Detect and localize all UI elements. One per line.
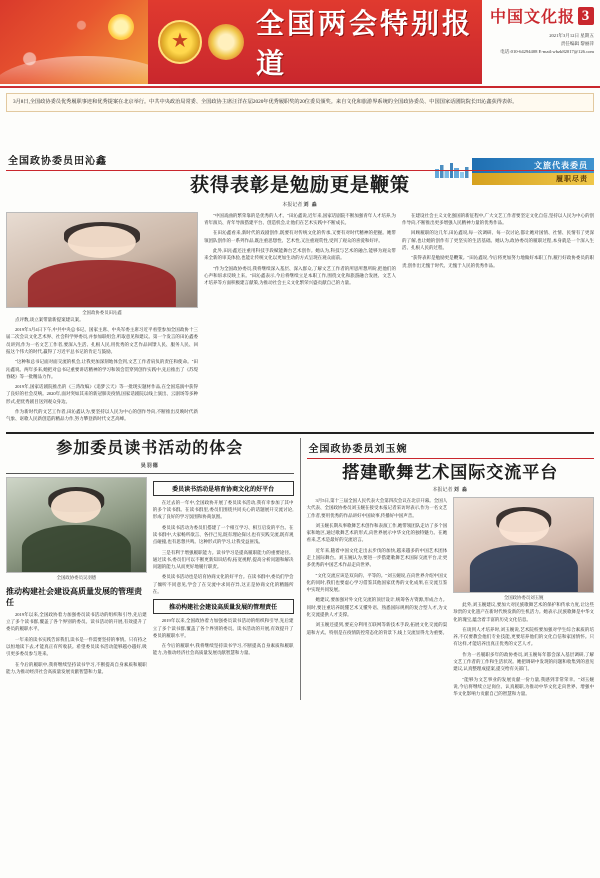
paragraph: "文化交流应该是双向的、平等的。"刘玉婉说,在向世界介绍中国文化的同时,我们也要虚心学习借鉴其他国家优秀的文化成果,在交流互鉴中实现共同发展。	[306, 572, 448, 593]
article2-photo-caption: 全国政协委员吴羽德	[56, 574, 97, 580]
torso-shape	[22, 525, 130, 572]
paragraph: 在过去的一年中,全国政协开展了委员读书活动,我有幸参加了其中的多个读书群。在读书群里,委员们围绕共同关心的话题展开交流讨论,形成了良好的学习氛围和协商氛围。	[152, 499, 294, 520]
article3-kicker: 全国政协委员刘玉婉	[308, 443, 408, 455]
paper-name-text: 中国文化报	[489, 9, 575, 26]
article1-byline	[6, 201, 594, 208]
paragraph: "作为全国政协委员,我将继续深入基层、深入群众,了解文艺工作者的所思所想所盼,把他们的心声和诉求反映上来。"田沁鑫表示,今后将继续立足本职工作,围绕文化和旅游融合发展、文艺人才培养等方面积极建言献策,为推动社会主义文化繁荣兴盛贡献自己的力量。	[204, 265, 396, 286]
article2-col-1	[6, 477, 147, 678]
article2-author: 吴羽德	[140, 463, 159, 469]
article2-subhead-2: 推动构建社会建设高质量发展的管理责任	[6, 586, 142, 607]
article2-text-col2	[153, 499, 294, 595]
article2-columns	[6, 477, 294, 678]
article2-box-title: 委员读书活动是培育协商文化的好平台	[153, 481, 294, 496]
paragraph: 在田沁鑫看来,新时代的戏剧创作,既要有对传统文化的传承,又要有对时代精神的把握。她带领团队创作的一系列作品,既注重思想性、艺术性,又注重观赏性,受到了观众的喜爱和好评。	[204, 230, 396, 243]
portrait-photo-tianqinxin	[6, 212, 198, 308]
article1-col-3	[402, 212, 594, 426]
national-emblem-icon	[158, 20, 202, 64]
article-liuyuwan	[300, 438, 595, 701]
contact-line: 电话:010-64294408 E-mail:wbzk82017@126.com	[500, 48, 594, 54]
byline-label: 本报记者	[282, 202, 303, 208]
article3-col-1	[307, 497, 448, 700]
face-shape	[51, 491, 101, 523]
byline-label: 本报记者	[432, 488, 453, 494]
article2-col-2	[153, 477, 294, 678]
article1-col-2	[204, 212, 396, 426]
paragraph: 此外,田沁鑫还注重用科技手段赋能舞台艺术创作。她认为,科技与艺术的融合,能够为观众带来全新的审美体验,也能让传统文化以更加生动的方式呈现在观众面前。	[204, 247, 396, 261]
byline-name: 刘 淼	[303, 202, 318, 208]
masthead-info	[482, 0, 600, 84]
paragraph: 在建设社会主义文化强国的新征程中,广大文艺工作者要坚定文化自信,坚持以人民为中心的创作导向,不断推出更多增强人民精神力量的优秀作品。	[402, 212, 594, 226]
masthead-meta	[488, 32, 594, 55]
article2-byline	[6, 462, 294, 469]
portrait-photo-liuyuwan	[453, 497, 594, 593]
article1-text-col2	[204, 212, 396, 287]
article2-text-col1	[6, 611, 147, 675]
secondary-emblem-icon	[208, 24, 244, 60]
article3-headline: 搭建歌舞艺术国际交流平台	[342, 462, 559, 482]
paper-name	[488, 4, 594, 27]
masthead-banner	[148, 0, 482, 84]
paragraph: "这种和总书记面对面交流的机会,让我更加深刻地体会到,文艺工作者肩负的责任和使命。"田沁鑫说。两年多来,她把对总书记重要讲话精神的学习和领会贯穿到创作实践中,先后推出了《苏堤春晓》等一批精品力作。	[6, 359, 198, 379]
article1-text-col3	[402, 212, 594, 269]
paragraph: 在今后的履职中,我将继续坚持读书学习,不断提高自身素质和履职能力,为推动经济社会高质量发展贡献智慧和力量。	[152, 643, 294, 656]
editor-line: 责任编辑 黎丽萍	[560, 40, 594, 46]
date-line: 2021年3月12日 星期五	[549, 33, 594, 38]
article2-text-col2b	[153, 617, 294, 656]
paragraph: 作为新时代的文艺工作者,田沁鑫认为,要坚持以人民为中心的创作导向,不断推出反映时代新气象、讴歌人民新创造的精品力作,努力攀登新时代文艺高峰。	[6, 408, 198, 422]
paragraph: 2019年3月4日下午,中共中央总书记、国家主席、中央军委主席习近平看望参加全国政协十三届二次会议文化艺术界、社会科学界委员,并参加联组会,听取意见和建议。第一个发言的田沁鑫委员讲到,作为一名文艺工作者,要深入生活、扎根人民,用优秀的文艺作品回馈人民、服务人民、回报这个伟大的时代,赢得了习近平总书记的肯定与鼓励。	[6, 327, 198, 354]
paragraph: 3月5日,第十三届全国人民代表大会第四次会议在北京开幕。全国人大代表、全国政协委员刘玉婉在接受本报记者采访时表示,作为一名文艺工作者,要用优秀的作品讲好中国故事,传播好中国声音。	[306, 498, 448, 518]
torso-shape	[28, 260, 176, 307]
article1-headline: 获得表彰是勉励更是鞭策	[189, 175, 410, 196]
article3-columns	[307, 497, 595, 700]
torso-shape	[470, 545, 578, 592]
ribbon-primary-label: 文旅代表委员	[472, 158, 594, 173]
paragraph: 作为一名履职多年的政协委员,刘玉婉每年都会深入基层调研,了解文艺工作者的工作和生活状况。她把调研中发现的问题和收集到的意见建议,认真整理成提案,提交给有关部门。	[453, 651, 594, 672]
article3-byline	[307, 486, 595, 493]
paragraph: 委员读书活动也是培育协商文化的好平台。在读书群中,委员们学会了倾听不同意见,学会了在交流中求同存异,这正是协商文化的精髓所在。	[152, 574, 294, 594]
paragraph: 2019年以来,全国政协着力加强委员读书活动的组织和引导,先后建立了多个读书群,覆盖了各个界别的委员。读书活动的开展,有效提升了委员的履职水平。	[152, 618, 294, 638]
paragraph: 委员读书活动为委员们搭建了一个相互学习、相互启发的平台。在读书群中,大家畅所欲言、各抒己见,既有理论探讨,也有实践交流,既有观点碰撞,也有思想共鸣。这种形式的学习,让我受益匪浅。	[152, 524, 294, 545]
face-shape	[68, 226, 136, 258]
article3-photo-caption: 全国政协委员刘玉婉	[503, 595, 544, 601]
paragraph: 此外,刘玉婉建议,要加大对民族歌舞艺术的保护和传承力度,让这些珍贵的文化遗产在新时代焕发新的生机活力。她表示,民族歌舞是中华文化的瑰宝,蕴含着丰富的历史文化信息。	[453, 602, 594, 622]
paragraph: "中国戏曲的繁荣靠的是优秀的人才。"田沁鑫说,近年来,国家话剧院不断加强青年人才培养,为青年演员、青年导演搭建平台、创造机会,让他们在艺术实践中不断成长。	[204, 212, 396, 226]
paragraph: 在谈到人才培养时,刘玉婉说,艺术院校要加强对学生综合素质的培养,不仅要教会他们专业技能,更要培养他们的文化自信和家国情怀。只有这样,才能培养出真正优秀的文艺人才。	[453, 626, 594, 647]
paragraph: 2019年以来,全国政协着力加强委员读书活动的组织和引导,先后建立了多个读书群,覆盖了各个界别的委员。读书活动的开展,有效提升了委员的履职水平。	[6, 611, 147, 632]
paragraph: 刘玉婉还提到,要充分利用互联网等新技术手段,拓展文化交流的渠道和方式。特别是在疫情防控常态化的背景下,线上交流显得尤为重要。	[306, 622, 448, 635]
article2-headline: 参加委员读书活动的体会	[56, 439, 244, 457]
banner-title: 全国两会特别报道	[256, 9, 474, 80]
masthead-decorative-art	[0, 0, 148, 84]
article1-columns	[6, 212, 594, 426]
paragraph: 她建议,要加强对外文化交流的顶层设计,统筹各方资源,形成合力。同时,要注重培养既懂艺术又懂外语、熟悉国际规则的复合型人才,为文化交流提供人才支撑。	[306, 597, 448, 617]
ribbon-secondary-label: 履职尽责	[472, 173, 594, 185]
paragraph: 一年来的读书实践告诉我们,读书是一件需要坚持的事情。只有持之以恒地读下去,才能真正有所收获。希望委员读书活动能够越办越好,吸引更多委员参与进来。	[6, 636, 147, 657]
divider-red	[6, 170, 594, 171]
sun-icon	[108, 14, 134, 40]
paragraph: 回顾履职的这几年,田沁鑫说,每一次调研、每一次讨论,都让她对国情、社情、民情有了更深的了解,也让她的创作有了更坚实的生活基础。她认为,政协委员的履职过程,本身就是一个深入生活、扎根人民的过程。	[402, 230, 594, 250]
article3-text-col1	[307, 497, 448, 636]
face-shape	[499, 511, 549, 543]
paragraph: "能够为文艺事业的发展贡献一份力量,我感到非常荣幸。"刘玉婉说,今后将继续立足岗位、认真履职,为推动中华文化走向世界、增强中华文化影响力贡献自己的智慧和力量。	[453, 676, 594, 697]
paragraph: 三是有利于增强履职能力。读书学习是提高履职能力的重要途径。通过读书,委员们可以不断更新知识结构,拓宽视野,提高分析问题和解决问题的能力,从而更好地履行职责。	[152, 549, 294, 570]
divider-thin	[6, 473, 294, 474]
paragraph: "获得表彰是勉励更是鞭策。"田沁鑫说,今后将更加努力地做好本职工作,履行好政协委员的职责,创作出无愧于时代、无愧于人民的优秀作品。	[402, 255, 594, 268]
article2-box-title-2: 推动构建社会建设高质量发展的管理责任	[153, 599, 294, 614]
lead-paragraph: 3月8日,全国政协委员优秀履职事迹和优秀提案在北京举行。中共中央政治局常委、全国政协主席汪洋在届2020年优秀履职奖的20位委员颁奖。来自文化和旅游界系统的全国政协委员、中国国家话剧院院长田沁鑫获得表彰。	[6, 93, 594, 112]
divider-red-2	[307, 458, 595, 459]
page-number-badge: 3	[578, 7, 594, 25]
article1-photo-caption: 全国政协委员田沁鑫	[82, 309, 122, 315]
portrait-photo-wuyude	[6, 477, 147, 573]
article3-text-col2	[453, 601, 594, 697]
paragraph: 在今后的履职中,我将继续坚持读书学习,不断提高自身素质和履职能力,为推动经济社会高质量发展贡献智慧和力量。	[6, 661, 147, 674]
masthead	[0, 0, 600, 88]
page-body	[0, 150, 600, 878]
article-wuyude	[6, 438, 294, 701]
article1-text-col1	[6, 316, 198, 423]
article-tianqinxin	[6, 152, 594, 426]
divider-section	[6, 432, 594, 434]
paragraph: 近年来,随着中国文化走出去步伐的加快,越来越多的中国艺术团体走上国际舞台。刘玉婉认为,要进一步搭建歌舞艺术国际交流平台,让更多优秀的中国艺术作品走向世界。	[306, 547, 448, 568]
byline-name: 刘 淼	[453, 488, 469, 494]
article1-kicker: 全国政协委员田沁鑫	[8, 156, 107, 167]
article1-col-1	[6, 212, 198, 426]
article3-col-2	[453, 497, 594, 700]
paragraph: 刘玉婉长期从事歌舞艺术创作和表演工作,她带领团队走访了多个国家和地区,通过歌舞艺术的形式,向世界展示中华文化的独特魅力。在她看来,艺术是最好的交流语言。	[306, 522, 448, 543]
paragraph: 2019年,国家话剧院推出的《三湾改编》《追梦云天》等一批现实题材作品,在全国巡演中获得了良好的社会反响。2020年,面对突如其来的新冠肺炎疫情,国家话剧院以线上演出、云剧场等多种形式,把优秀剧目送到观众身边。	[6, 384, 198, 404]
paragraph: 点评数,谈立案带量新提案建议案。	[15, 316, 84, 322]
lower-section	[6, 438, 594, 701]
